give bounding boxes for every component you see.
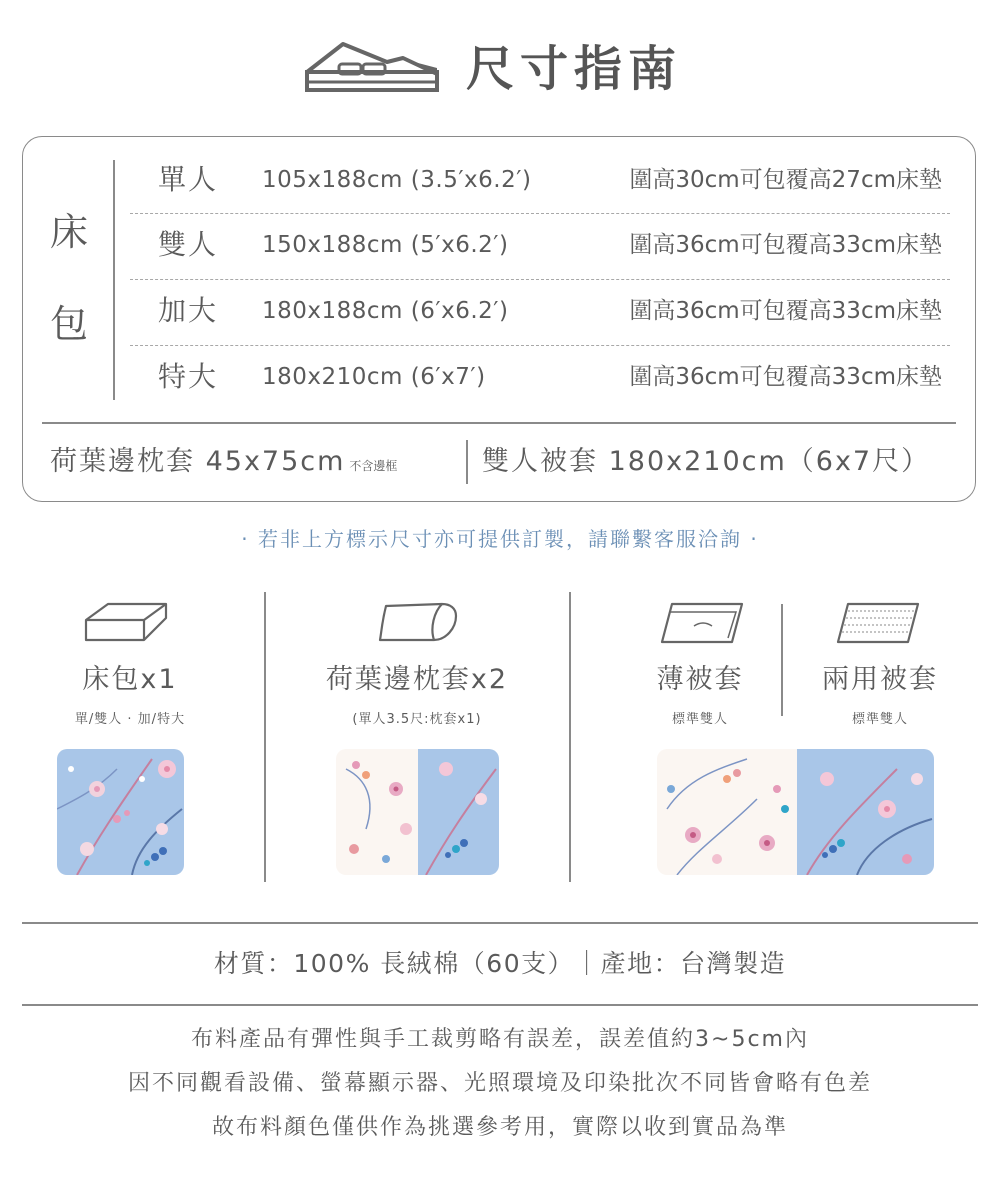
disclaimer-line: 故布料顏色僅供作為挑選參考用，實際以收到實品為準 xyxy=(211,1115,788,1140)
product-title: 兩用被套 xyxy=(822,664,938,695)
material-info: 材質：100% 長絨棉（60支）｜產地：台灣製造 xyxy=(213,949,787,978)
bed-icon xyxy=(303,38,443,94)
size-cover: 圍高36cm可包覆高33cm床墊 xyxy=(629,232,942,258)
pillowcase-size-note: 不含邊框 xyxy=(349,459,398,473)
size-name: 特大 xyxy=(158,360,219,393)
duvet-fabric-swatch xyxy=(657,749,934,875)
size-name: 單人 xyxy=(158,163,219,196)
pillowcase-fabric-swatch xyxy=(336,749,499,875)
column-divider xyxy=(781,604,783,716)
table-divider xyxy=(42,422,956,424)
product-subtitle: (單人3.5尺:枕套x1) xyxy=(352,712,482,727)
quilt-icon xyxy=(834,598,924,648)
size-dimensions: 180x188cm (6′x6.2′) xyxy=(262,298,509,324)
size-name: 加大 xyxy=(158,294,219,327)
pillowcase-size-text: 荷葉邊枕套 45x75cm xyxy=(50,446,346,477)
row-divider xyxy=(130,279,950,280)
size-dimensions: 150x188cm (5′x6.2′) xyxy=(262,232,509,258)
size-row-king xyxy=(130,357,950,397)
column-divider xyxy=(264,592,266,882)
duvet-size: 雙人被套 180x210cm（6x7尺） xyxy=(482,446,931,477)
bed-sheet-label-top: 床 xyxy=(50,210,89,254)
product-title: 荷葉邊枕套x2 xyxy=(325,664,509,695)
size-row-queen xyxy=(130,291,950,331)
fitted-sheet-fabric-swatch xyxy=(57,749,184,875)
size-cover: 圍高36cm可包覆高33cm床墊 xyxy=(629,298,942,324)
page-title: 尺寸指南 xyxy=(466,41,683,97)
size-row-single xyxy=(130,160,950,200)
size-name: 雙人 xyxy=(158,228,219,261)
product-title: 薄被套 xyxy=(656,664,744,695)
size-separator xyxy=(466,440,468,484)
size-row-double xyxy=(130,225,950,265)
row-divider xyxy=(130,345,950,346)
size-cover: 圍高36cm可包覆高33cm床墊 xyxy=(629,364,942,390)
bed-sheet-label-bottom: 包 xyxy=(50,302,89,346)
size-dimensions: 180x210cm (6′x7′) xyxy=(262,364,486,390)
row-divider xyxy=(130,213,950,214)
disclaimer-line: 因不同觀看設備、螢幕顯示器、光照環境及印染批次不同皆會略有色差 xyxy=(127,1071,872,1096)
product-subtitle: 標準雙人 xyxy=(671,712,728,727)
disclaimer-line: 布料產品有彈性與手工裁剪略有誤差，誤差值約3~5cm內 xyxy=(191,1027,809,1052)
column-divider xyxy=(569,592,571,882)
pillowcase-size xyxy=(50,442,397,486)
custom-order-note: · 若非上方標示尺寸亦可提供訂製，請聯繫客服洽詢 · xyxy=(241,527,759,551)
product-subtitle: 單/雙人 · 加/特大 xyxy=(74,712,186,727)
product-title: 床包x1 xyxy=(82,664,178,695)
thin-duvet-icon xyxy=(658,598,748,648)
material-divider-top xyxy=(22,922,978,924)
vertical-divider xyxy=(113,160,115,400)
pillow-icon xyxy=(372,598,462,648)
size-dimensions: 105x188cm (3.5′x6.2′) xyxy=(262,167,532,193)
fitted-sheet-icon xyxy=(82,598,172,648)
size-cover: 圍高30cm可包覆高27cm床墊 xyxy=(629,167,942,193)
material-divider-bottom xyxy=(22,1004,978,1006)
product-subtitle: 標準雙人 xyxy=(851,712,908,727)
